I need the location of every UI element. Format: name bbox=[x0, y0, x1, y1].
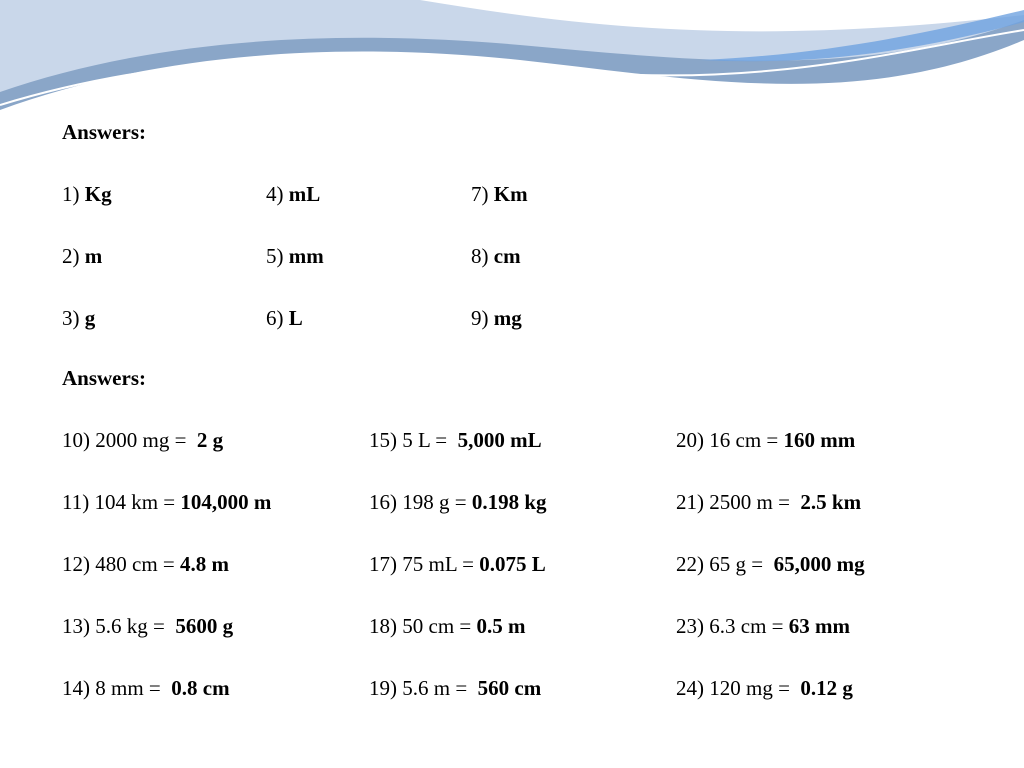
answer-item: 9) mg bbox=[471, 306, 522, 330]
answer-item: 3) g bbox=[62, 306, 96, 330]
section2-row bbox=[62, 428, 962, 458]
section2-row bbox=[62, 614, 962, 644]
conversion-item: 23) 6.3 cm = 63 mm bbox=[676, 614, 850, 638]
section1-heading: Answers: bbox=[62, 120, 146, 144]
section2-heading: Answers: bbox=[62, 366, 146, 390]
conversion-item: 11) 104 km = 104,000 m bbox=[62, 490, 272, 514]
answer-item: 8) cm bbox=[471, 244, 521, 268]
answer-item: 2) m bbox=[62, 244, 103, 268]
answer-item: 4) mL bbox=[266, 182, 321, 206]
section1-row bbox=[62, 244, 962, 274]
conversion-item: 19) 5.6 m = 560 cm bbox=[369, 676, 542, 700]
conversion-item: 24) 120 mg = 0.12 g bbox=[676, 676, 853, 700]
conversion-item: 13) 5.6 kg = 5600 g bbox=[62, 614, 234, 638]
conversion-item: 22) 65 g = 65,000 mg bbox=[676, 552, 865, 576]
answer-item: 1) Kg bbox=[62, 182, 112, 206]
answer-item: 6) L bbox=[266, 306, 303, 330]
conversion-item: 20) 16 cm = 160 mm bbox=[676, 428, 856, 452]
conversion-item: 17) 75 mL = 0.075 L bbox=[369, 552, 546, 576]
conversion-item: 15) 5 L = 5,000 mL bbox=[369, 428, 542, 452]
header-wave-decoration bbox=[0, 0, 1024, 120]
section2-row bbox=[62, 490, 962, 520]
section2-row bbox=[62, 676, 962, 706]
conversion-item: 10) 2000 mg = 2 g bbox=[62, 428, 224, 452]
conversion-item: 16) 198 g = 0.198 kg bbox=[369, 490, 547, 514]
section2-row bbox=[62, 552, 962, 582]
conversion-item: 14) 8 mm = 0.8 cm bbox=[62, 676, 230, 700]
answer-item: 7) Km bbox=[471, 182, 528, 206]
conversion-item: 18) 50 cm = 0.5 m bbox=[369, 614, 526, 638]
conversion-item: 12) 480 cm = 4.8 m bbox=[62, 552, 229, 576]
answer-item: 5) mm bbox=[266, 244, 324, 268]
conversion-item: 21) 2500 m = 2.5 km bbox=[676, 490, 862, 514]
section1-row bbox=[62, 306, 962, 336]
section1-row bbox=[62, 182, 962, 212]
